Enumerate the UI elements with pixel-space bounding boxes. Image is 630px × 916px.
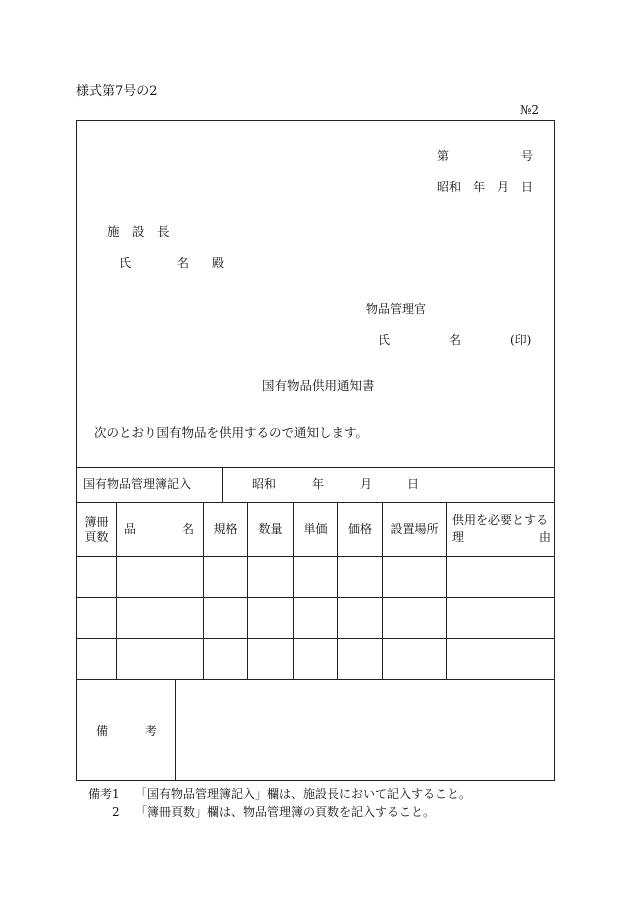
location-cell[interactable] xyxy=(383,639,446,679)
col-header-page-count xyxy=(77,503,116,556)
col-header-quantity: 数量 xyxy=(258,522,283,536)
col-header-page-count-line2: 頁数 xyxy=(84,529,109,544)
registry-day: 日 xyxy=(407,477,420,491)
quantity-cell[interactable] xyxy=(248,639,293,679)
remarks-label-2: 考 xyxy=(145,724,158,738)
page-count-cell[interactable] xyxy=(77,639,116,679)
note-2-text: 「簿冊頁数」欄は、物品管理簿の頁数を記入すること。 xyxy=(135,805,436,819)
sender-title: 物品管理官 xyxy=(366,302,427,316)
price-cell[interactable] xyxy=(338,557,382,597)
remarks-field[interactable] xyxy=(176,680,554,780)
addressee-name-label-2: 名 xyxy=(177,256,190,270)
item-name-cell[interactable] xyxy=(117,598,203,638)
spec-cell[interactable] xyxy=(204,557,247,597)
item-name-cell[interactable] xyxy=(117,639,203,679)
col-header-reason-line1: 供用を必要とする xyxy=(452,513,549,527)
col-header-reason-line2a: 理 xyxy=(452,530,465,544)
price-cell[interactable] xyxy=(338,598,382,638)
form-number: 様式第7号の2 xyxy=(76,84,158,99)
date-year: 年 xyxy=(473,180,486,194)
number-suffix: 号 xyxy=(521,149,534,163)
date-era: 昭和 xyxy=(437,180,462,194)
date-day: 日 xyxy=(521,180,534,194)
page-count-cell[interactable] xyxy=(77,557,116,597)
seal-mark: (印) xyxy=(510,333,532,347)
document-title: 国有物品供用通知書 xyxy=(262,378,375,393)
col-header-item-a: 品 xyxy=(124,522,137,536)
location-cell[interactable] xyxy=(383,557,446,597)
reason-cell[interactable] xyxy=(447,557,555,597)
registry-month: 月 xyxy=(360,477,373,491)
col-header-item-b: 名 xyxy=(182,522,195,536)
registry-row-top-border xyxy=(76,467,555,468)
addressee-name-label-1: 氏 xyxy=(119,256,132,270)
registry-label: 国有物品管理簿記入 xyxy=(83,477,192,491)
registry-year: 年 xyxy=(312,477,325,491)
sender-name-label-1: 氏 xyxy=(378,333,391,347)
addressee-title: 施 設 長 xyxy=(107,224,170,239)
spec-cell[interactable] xyxy=(204,639,247,679)
page-count-cell[interactable] xyxy=(77,598,116,638)
col-header-page-count-line1: 簿冊 xyxy=(84,514,109,529)
registry-era: 昭和 xyxy=(252,477,277,491)
sender-name-label-2: 名 xyxy=(449,333,462,347)
col-header-unit-price: 単価 xyxy=(303,522,328,536)
addressee-honorific: 殿 xyxy=(212,256,225,270)
body-text: 次のとおり国有物品を供用するので通知します。 xyxy=(94,425,369,440)
reason-cell[interactable] xyxy=(447,639,555,679)
item-name-cell[interactable] xyxy=(117,557,203,597)
spec-cell[interactable] xyxy=(204,598,247,638)
quantity-cell[interactable] xyxy=(248,598,293,638)
col-header-reason-line2b: 由 xyxy=(539,530,552,544)
note-1-text: 「国有物品管理簿記入」欄は、施設長において記入すること。 xyxy=(135,787,472,801)
unit-price-cell[interactable] xyxy=(294,557,337,597)
remarks-label-1: 備 xyxy=(96,724,109,738)
location-cell[interactable] xyxy=(383,598,446,638)
quantity-cell[interactable] xyxy=(248,557,293,597)
reason-cell[interactable] xyxy=(447,598,555,638)
col-header-location: 設置場所 xyxy=(390,522,439,536)
col-header-price: 価格 xyxy=(347,522,372,536)
price-cell[interactable] xyxy=(338,639,382,679)
note-1-prefix: 備考1 xyxy=(88,787,120,801)
unit-price-cell[interactable] xyxy=(294,598,337,638)
number-prefix: 第 xyxy=(437,149,450,163)
page-number: №2 xyxy=(520,103,539,117)
col-header-spec: 規格 xyxy=(213,522,238,536)
unit-price-cell[interactable] xyxy=(294,639,337,679)
date-month: 月 xyxy=(497,180,510,194)
note-2-prefix: 2 xyxy=(112,805,120,819)
registry-row-divider xyxy=(222,467,223,502)
